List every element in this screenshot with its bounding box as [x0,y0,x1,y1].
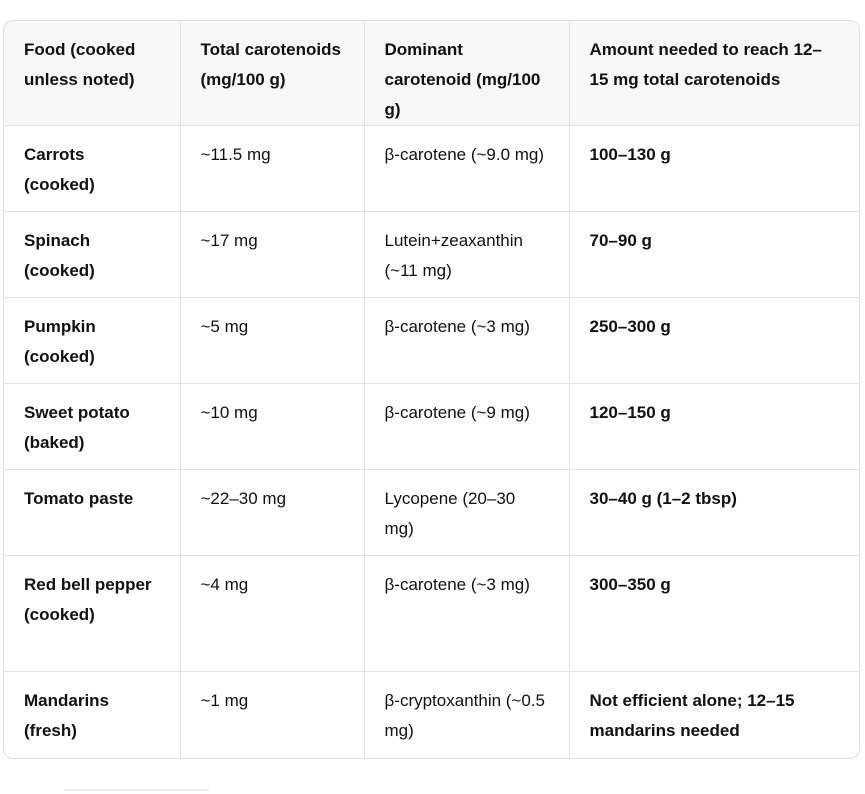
cell-dominant: Lutein+zeaxanthin (~11 mg) [364,212,569,298]
header-dominant-carotenoid: Dominant carotenoid (mg/100 g) [364,21,569,126]
cell-amount: Not efficient alone; 12–15 mandarins needed [589,691,795,740]
carotenoid-table-container [3,20,860,759]
table-row [4,384,859,470]
cell-total: ~11.5 mg [180,126,364,212]
bottom-divider [64,789,209,791]
cell-food: Sweet potato (baked) [4,384,180,470]
cell-dominant: β-carotene (~9.0 mg) [364,126,569,212]
cell-dominant: β-cryptoxanthin (~0.5 mg) [364,672,569,758]
cell-total: ~17 mg [180,212,364,298]
cell-total: ~5 mg [180,298,364,384]
header-total-carotenoids: Total carotenoids (mg/100 g) [180,21,364,126]
cell-amount: 120–150 g [569,384,859,470]
cell-food: Tomato paste [4,470,180,556]
cell-food: Spinach (cooked) [4,212,180,298]
header-food: Food (cooked unless noted) [4,21,180,126]
table-row [4,212,859,298]
table-row [4,126,859,212]
table-row [4,556,859,672]
cell-amount: 100–130 g [569,126,859,212]
table-header [4,21,859,126]
cell-dominant: β-carotene (~9 mg) [364,384,569,470]
cell-total: ~22–30 mg [180,470,364,556]
cell-amount: 300–350 g [569,556,859,672]
cell-amount: 70–90 g [569,212,859,298]
table-row [4,470,859,556]
cell-total: ~4 mg [180,556,364,672]
cell-total: ~1 mg [180,672,364,758]
table-body [4,126,859,758]
cell-dominant: β-carotene (~3 mg) [364,556,569,672]
header-row [4,21,859,126]
table-row [4,298,859,384]
cell-dominant: Lycopene (20–30 mg) [364,470,569,556]
cell-food: Carrots (cooked) [4,126,180,212]
cell-food: Pumpkin (cooked) [4,298,180,384]
cell-food: Mandarins (fresh) [4,672,180,758]
cell-total: ~10 mg [180,384,364,470]
header-amount-needed: Amount needed to reach 12–15 mg total carotenoids [569,21,859,126]
cell-amount: 250–300 g [569,298,859,384]
table-row [4,672,859,758]
cell-food: Red bell pepper (cooked) [4,556,180,672]
cell-amount: 30–40 g (1–2 tbsp) [569,470,859,556]
carotenoid-table [4,21,859,758]
cell-dominant: β-carotene (~3 mg) [364,298,569,384]
